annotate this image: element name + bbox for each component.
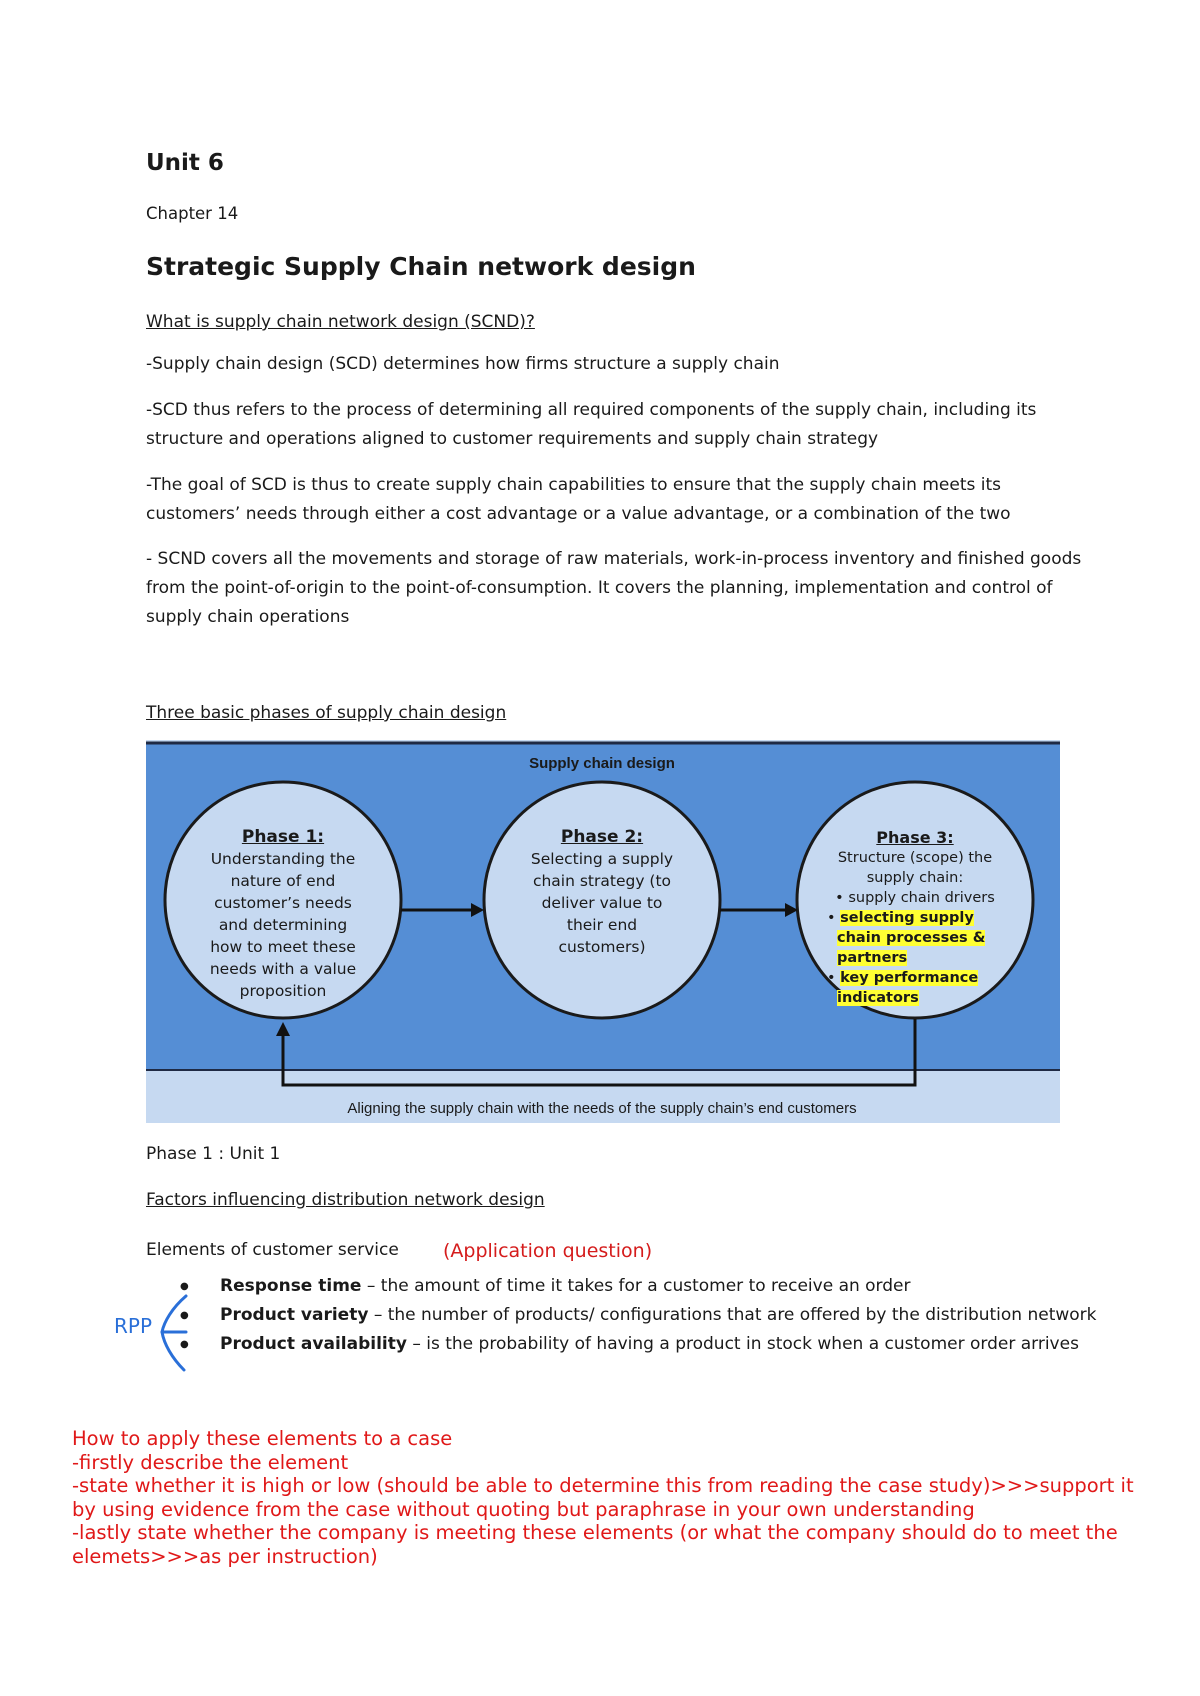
- phase-1-line: nature of end: [230, 872, 336, 890]
- list-item: [220, 1330, 1160, 1359]
- phase-1-line: and determining: [218, 916, 348, 934]
- section-question: What is supply chain network design (SCND)?: [146, 312, 535, 332]
- list-item: [220, 1301, 1160, 1330]
- phase-1-text: [183, 826, 383, 1002]
- note-line: -lastly state whether the company is meeting these elements (or what the company should do to meet the elemets>>>as per instruction): [72, 1521, 1118, 1568]
- chapter-label: Chapter 14: [146, 204, 239, 223]
- phase-3-bullet: • key performance: [827, 970, 979, 986]
- handwritten-notes: [72, 1427, 1152, 1568]
- phase-2-text: [502, 826, 702, 958]
- unit-heading: Unit 6: [146, 150, 224, 176]
- phase-1-title: Phase 1:: [241, 827, 325, 847]
- phase-2-line: deliver value to: [541, 894, 663, 912]
- phase-unit-line: Phase 1 : Unit 1: [146, 1144, 281, 1164]
- page-title: Strategic Supply Chain network design: [146, 252, 696, 281]
- diagram-footer: Aligning the supply chain with the needs of the supply chain’s end customers: [347, 1100, 857, 1117]
- phase-1-line: needs with a value: [209, 960, 357, 978]
- phases-heading: Three basic phases of supply chain design: [146, 703, 507, 723]
- phase-3-intro: Structure (scope) the: [837, 850, 993, 866]
- paragraph-1: -Supply chain design (SCD) determines how firms structure a supply chain: [146, 354, 780, 374]
- customer-service-list: [146, 1272, 1160, 1359]
- phase-1-line: Understanding the: [210, 850, 356, 868]
- supply-chain-design-diagram: [146, 740, 1060, 1123]
- phase-3-bullet-cont: [815, 988, 1015, 1008]
- phase-3-bullet-text: supply chain drivers: [848, 890, 995, 906]
- phase-3-intro: supply chain:: [866, 870, 964, 886]
- phase-2-line: chain strategy (to: [532, 872, 672, 890]
- phase-2-line: their end: [566, 916, 638, 934]
- factors-heading: Factors influencing distribution network design: [146, 1190, 545, 1210]
- phase-1-line: how to meet these: [210, 938, 356, 956]
- phase-3-title: Phase 3:: [876, 828, 954, 847]
- phase-1-line: customer’s needs: [214, 894, 352, 912]
- note-line: -firstly describe the element: [72, 1450, 349, 1474]
- note-line: How to apply these elements to a case: [72, 1427, 453, 1450]
- phase-2-line: Selecting a supply: [530, 850, 674, 868]
- diagram-header: Supply chain design: [529, 755, 675, 772]
- phase-3-bullet: • supply chain drivers: [835, 890, 995, 906]
- phase-2-title: Phase 2:: [560, 827, 644, 847]
- phase-2-line: customers): [558, 938, 646, 956]
- phase-3-highlight: indicators: [837, 990, 919, 1006]
- list-item-term: Product variety: [220, 1305, 369, 1325]
- list-item-term: Response time: [220, 1276, 362, 1296]
- phase-3-text: [815, 828, 1015, 1008]
- list-item: [220, 1272, 1160, 1301]
- phase-3-bullet-cont: [815, 948, 1015, 968]
- phase-3-bullet-cont: [815, 928, 1015, 948]
- phase-3-highlight: selecting supply: [840, 910, 974, 926]
- phase-3-bullet: • selecting supply: [827, 910, 974, 926]
- paragraph-4: - SCND covers all the movements and storage of raw materials, work-in-process inventory and finished goods from the point-of-origin to the point-of-consumption. It covers the planning, implementation and control of supply chain operations: [146, 549, 1082, 627]
- paragraph-3: -The goal of SCD is thus to create supply chain capabilities to ensure that the supply chain meets its customers’ needs through either a cost advantage or a value advantage, or a combination of the two: [146, 475, 1011, 524]
- rpp-annotation: RPP: [114, 1314, 153, 1338]
- phase-3-highlight: partners: [837, 950, 908, 966]
- list-item-text: – the amount of time it takes for a customer to receive an order: [361, 1276, 911, 1296]
- application-question-annotation: (Application question): [443, 1240, 653, 1262]
- elements-label: Elements of customer service: [146, 1240, 399, 1260]
- list-item-term: Product availability: [220, 1334, 407, 1354]
- list-item-text: – the number of products/ configurations that are offered by the distribution network: [368, 1305, 1097, 1325]
- note-line: -state whether it is high or low (should be able to determine this from reading the case study)>>>support it by using evidence from the case without quoting but paraphrase in your own understanding: [72, 1474, 1134, 1521]
- phase-1-line: proposition: [239, 982, 327, 1000]
- phase-3-highlight: key performance: [840, 970, 979, 986]
- list-item-text: – is the probability of having a product in stock when a customer order arrives: [406, 1334, 1079, 1354]
- phase-3-highlight: chain processes &: [837, 930, 986, 946]
- paragraph-2: -SCD thus refers to the process of determining all required components of the supply chain, including its structure and operations aligned to customer requirements and supply chain strategy: [146, 400, 1037, 449]
